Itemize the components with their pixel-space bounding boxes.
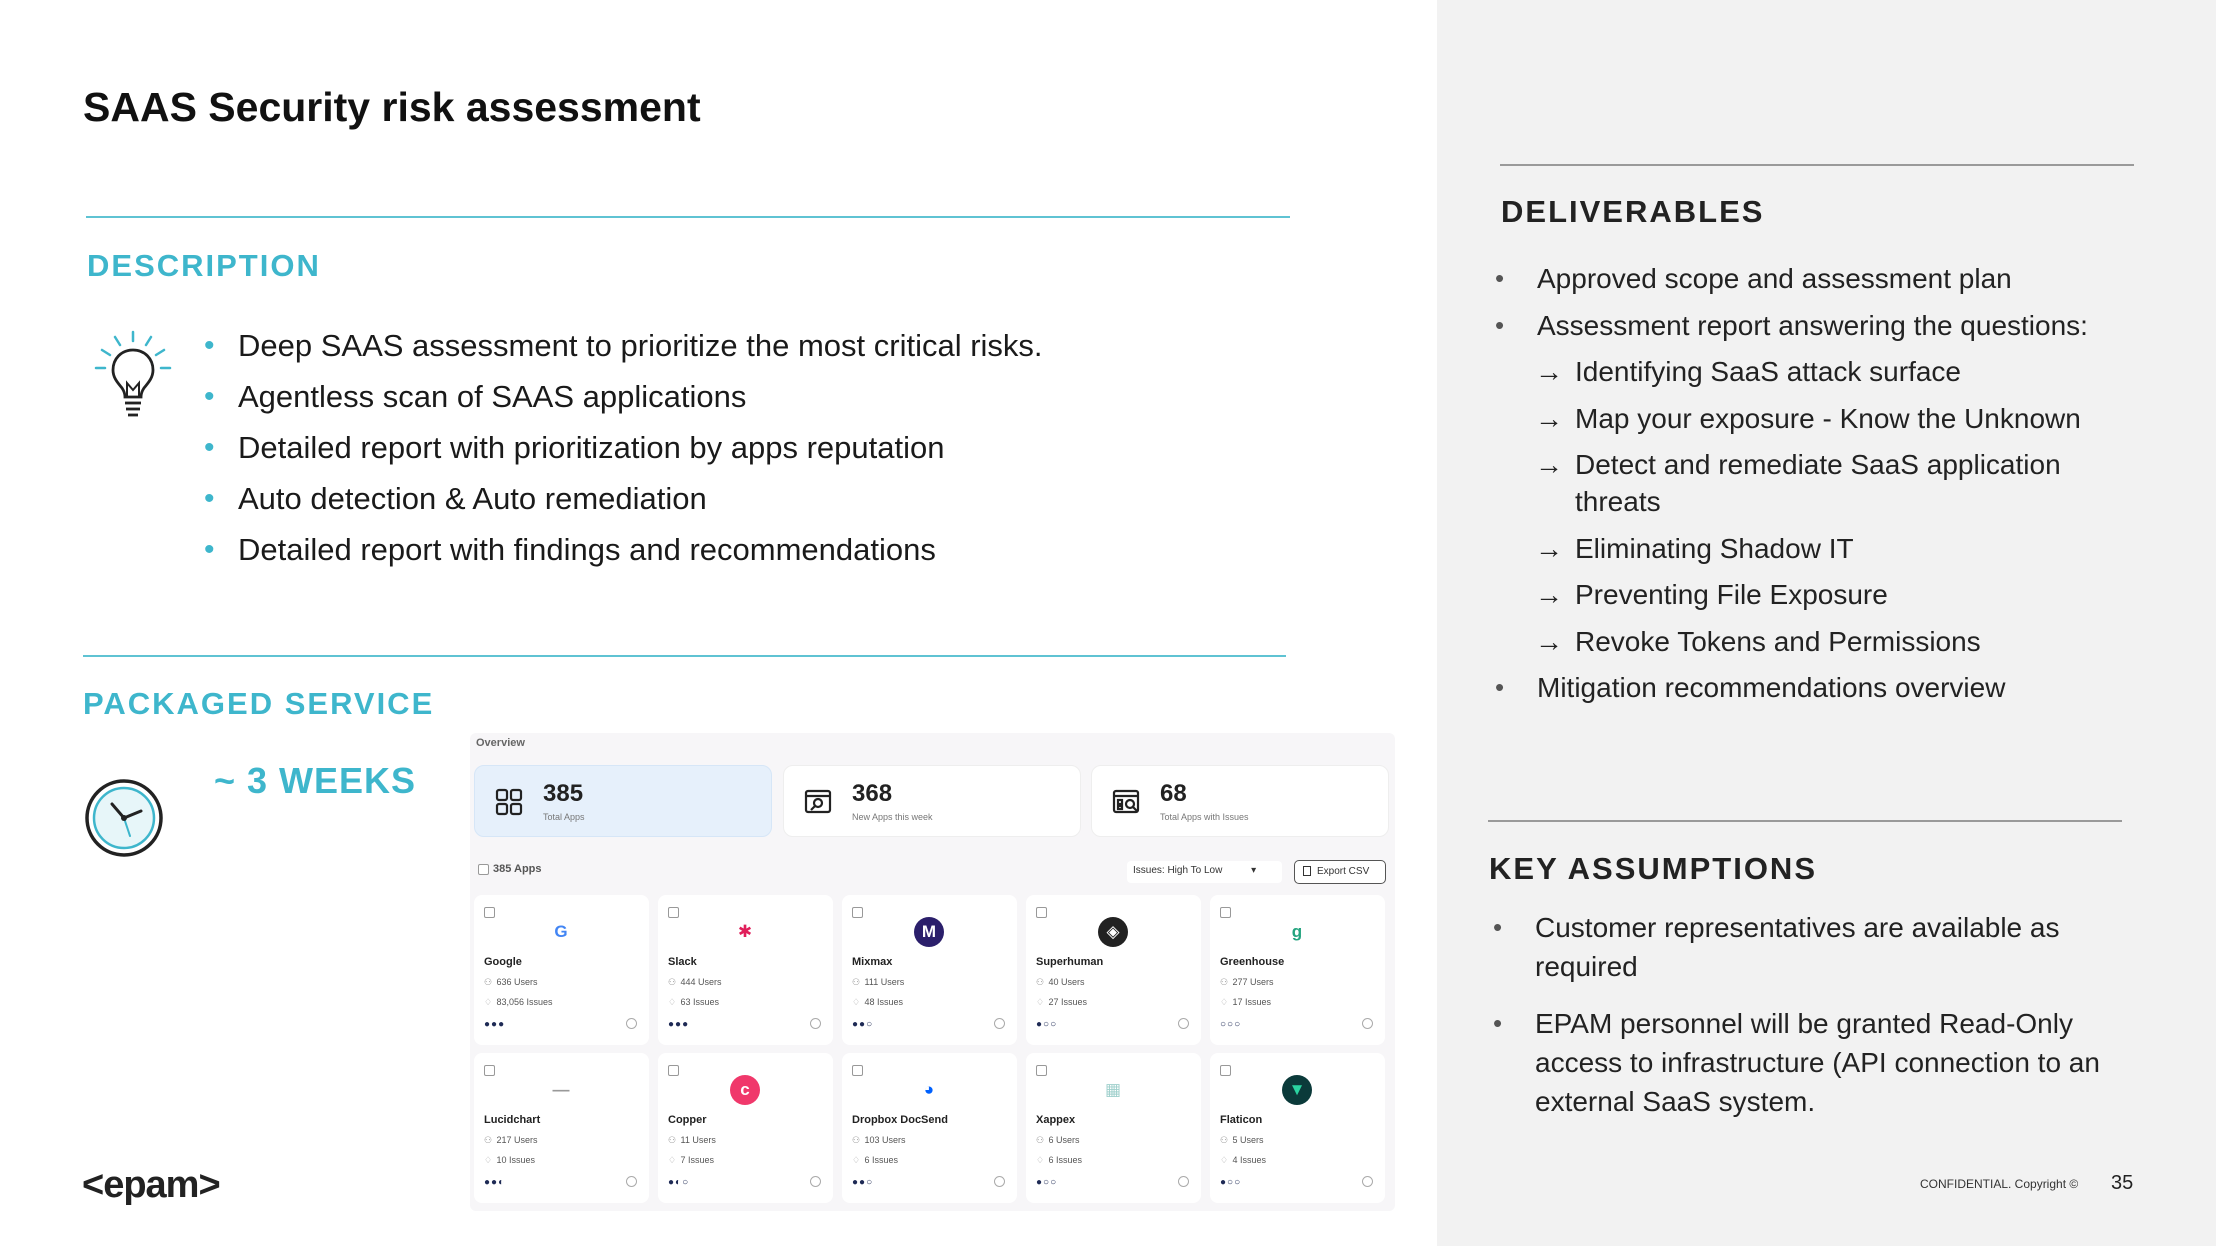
app-card[interactable] <box>474 895 649 1045</box>
app-name: Lucidchart <box>484 1114 541 1126</box>
app-name: Copper <box>668 1114 707 1126</box>
app-card[interactable] <box>1210 895 1385 1045</box>
bulb-icon: ♢ <box>668 1155 677 1165</box>
deliverables-heading: DELIVERABLES <box>1501 194 1765 229</box>
bulb-icon: ♢ <box>484 1155 493 1165</box>
app-card[interactable] <box>1026 1053 1201 1203</box>
app-logo-icon: c <box>730 1075 760 1105</box>
app-users: ⚇ 11 Users <box>668 1135 716 1145</box>
app-users: ⚇ 277 Users <box>1220 977 1274 987</box>
risk-indicator: ●◐○ <box>668 1177 690 1188</box>
app-card[interactable] <box>474 1053 649 1203</box>
list-item: • Customer representatives are available as required <box>1493 912 2060 982</box>
list-item: • Approved scope and assessment plan <box>1495 260 2135 297</box>
search-window-icon <box>804 788 832 816</box>
list-item: • Mitigation recommendations overview <box>1495 669 2135 706</box>
app-card[interactable] <box>658 895 833 1045</box>
app-users: ⚇ 5 Users <box>1220 1135 1264 1145</box>
app-checkbox[interactable] <box>1036 1065 1047 1076</box>
grid-icon <box>495 788 523 816</box>
app-issues: ♢ 63 Issues <box>668 997 720 1007</box>
risk-indicator: ●●◐ <box>484 1177 506 1188</box>
list-item: → Identifying SaaS attack surface <box>1495 353 2135 390</box>
list-item: • Detailed report with prioritization by apps reputation <box>204 430 945 465</box>
info-icon[interactable] <box>626 1018 637 1029</box>
info-icon[interactable] <box>994 1176 1005 1187</box>
assumptions-heading: KEY ASSUMPTIONS <box>1489 851 1817 886</box>
users-icon: ⚇ <box>668 1135 677 1145</box>
users-icon: ⚇ <box>1036 1135 1045 1145</box>
list-item: → Eliminating Shadow IT <box>1495 530 2135 567</box>
bulb-icon: ♢ <box>852 1155 861 1165</box>
app-issues: ♢ 4 Issues <box>1220 1155 1267 1165</box>
file-icon <box>1303 866 1311 876</box>
app-logo-icon: ▦ <box>1098 1075 1128 1105</box>
description-heading: DESCRIPTION <box>87 248 321 283</box>
packaged-divider <box>83 655 1286 657</box>
bullet-icon: • <box>1495 309 1505 340</box>
app-users: ⚇ 40 Users <box>1036 977 1085 987</box>
app-logo-icon: g <box>1282 917 1312 947</box>
risk-indicator: ●○○ <box>1220 1177 1242 1188</box>
sort-label: Issues: High To Low <box>1133 865 1223 876</box>
app-checkbox[interactable] <box>484 907 495 918</box>
description-list <box>204 320 1043 575</box>
risk-indicator: ●●● <box>484 1019 506 1030</box>
assumptions-divider <box>1488 820 2122 822</box>
assumptions-list <box>1493 908 2133 1121</box>
bulb-icon: ♢ <box>1036 997 1045 1007</box>
stat-label: New Apps this week <box>852 812 933 822</box>
qr-search-icon <box>1112 788 1140 816</box>
app-checkbox[interactable] <box>484 1065 495 1076</box>
list-item: → Preventing File Exposure <box>1495 576 2135 613</box>
bulb-icon: ♢ <box>484 997 493 1007</box>
page-number: 35 <box>2111 1172 2134 1194</box>
deliverables-divider <box>1500 164 2134 166</box>
app-card[interactable] <box>842 1053 1017 1203</box>
app-checkbox[interactable] <box>852 907 863 918</box>
app-checkbox[interactable] <box>668 1065 679 1076</box>
app-issues: ♢ 6 Issues <box>1036 1155 1083 1165</box>
app-issues: ♢ 83,056 Issues <box>484 997 553 1007</box>
app-issues: ♢ 10 Issues <box>484 1155 536 1165</box>
arrow-right-icon: → <box>1535 625 1563 657</box>
users-icon: ⚇ <box>1036 977 1045 987</box>
app-name: Greenhouse <box>1220 956 1285 968</box>
list-item: • Auto detection & Auto remediation <box>204 481 707 516</box>
info-icon[interactable] <box>810 1176 821 1187</box>
stat-value: 385 <box>543 780 584 807</box>
info-icon[interactable] <box>1362 1018 1373 1029</box>
app-users: ⚇ 217 Users <box>484 1135 538 1145</box>
app-name: Superhuman <box>1036 956 1104 968</box>
bulb-icon: ♢ <box>852 997 861 1007</box>
users-icon: ⚇ <box>852 1135 861 1145</box>
app-checkbox[interactable] <box>1220 907 1231 918</box>
users-icon: ⚇ <box>484 1135 493 1145</box>
app-issues: ♢ 27 Issues <box>1036 997 1088 1007</box>
lightbulb-icon <box>90 328 176 422</box>
packaged-heading: PACKAGED SERVICE <box>83 686 435 721</box>
app-name: Dropbox DocSend <box>852 1114 948 1126</box>
app-name: Google <box>484 956 522 968</box>
app-name: Xappex <box>1036 1114 1076 1126</box>
bulb-icon: ♢ <box>668 997 677 1007</box>
app-checkbox[interactable] <box>852 1065 863 1076</box>
export-csv-button[interactable]: Export CSV <box>1294 860 1386 884</box>
app-users: ⚇ 636 Users <box>484 977 538 987</box>
info-icon[interactable] <box>810 1018 821 1029</box>
info-icon[interactable] <box>1178 1176 1189 1187</box>
apps-count-label: 385 Apps <box>493 863 542 875</box>
app-issues: ♢ 17 Issues <box>1220 997 1272 1007</box>
app-issues: ♢ 48 Issues <box>852 997 904 1007</box>
list-item: → Revoke Tokens and Permissions <box>1495 623 2135 660</box>
stat-label: Total Apps with Issues <box>1160 812 1249 822</box>
app-checkbox[interactable] <box>668 907 679 918</box>
chevron-down-icon: ▾ <box>1251 865 1257 876</box>
list-item: • Detailed report with findings and recommendations <box>204 532 936 567</box>
list-item: → Detect and remediate SaaS application threats <box>1495 446 2135 520</box>
users-icon: ⚇ <box>484 977 493 987</box>
arrow-right-icon: → <box>1535 532 1563 564</box>
bulb-icon: ♢ <box>1220 1155 1229 1165</box>
list-item: • EPAM personnel will be granted Read-Only access to infrastructure (API connection to an external SaaS system. <box>1493 1008 2100 1117</box>
sort-dropdown[interactable] <box>1127 861 1282 883</box>
stat-value: 368 <box>852 780 893 807</box>
deliverables-list <box>1495 260 2135 716</box>
risk-indicator: ●●● <box>668 1019 690 1030</box>
bulb-icon: ♢ <box>1036 1155 1045 1165</box>
app-name: Mixmax <box>852 956 893 968</box>
bullet-icon: • <box>1495 263 1505 293</box>
epam-logo: <epam> <box>82 1164 220 1206</box>
info-icon[interactable] <box>626 1176 637 1187</box>
select-all-apps[interactable] <box>478 863 542 875</box>
arrow-right-icon: → <box>1535 579 1563 610</box>
app-logo-icon: — <box>546 1075 576 1105</box>
arrow-right-icon: → <box>1535 449 1563 480</box>
saas-dashboard <box>470 733 1395 1211</box>
info-icon[interactable] <box>1362 1176 1373 1187</box>
app-users: ⚇ 103 Users <box>852 1135 906 1145</box>
bullet-icon: • <box>1495 672 1505 702</box>
app-name: Flaticon <box>1220 1114 1263 1126</box>
list-item: → Map your exposure - Know the Unknown <box>1495 400 2135 437</box>
app-card[interactable] <box>658 1053 833 1203</box>
risk-indicator: ○○○ <box>1220 1019 1242 1030</box>
users-icon: ⚇ <box>852 977 861 987</box>
app-card[interactable] <box>1026 895 1201 1045</box>
users-icon: ⚇ <box>1220 1135 1229 1145</box>
stat-value: 68 <box>1160 780 1187 807</box>
app-checkbox[interactable] <box>1036 907 1047 918</box>
app-users: ⚇ 111 Users <box>852 977 905 987</box>
description-divider <box>86 216 1290 218</box>
app-card[interactable] <box>842 895 1017 1045</box>
stat-apps-with-issues[interactable] <box>1091 765 1389 837</box>
bulb-icon: ♢ <box>1220 997 1229 1007</box>
app-logo-icon: G <box>546 917 576 947</box>
list-item: • Deep SAAS assessment to prioritize the most critical risks. <box>204 328 1043 363</box>
confidential-notice: CONFIDENTIAL. Copyright © <box>1920 1177 2079 1191</box>
app-card[interactable] <box>1210 1053 1385 1203</box>
stat-new-apps[interactable] <box>783 765 1081 837</box>
app-logo-icon: ▼ <box>1282 1075 1312 1105</box>
risk-indicator: ●●○ <box>852 1019 874 1030</box>
arrow-right-icon: → <box>1535 402 1563 434</box>
select-all-checkbox[interactable] <box>478 864 489 875</box>
overview-label: Overview <box>476 737 525 749</box>
app-issues: ♢ 6 Issues <box>852 1155 899 1165</box>
app-users: ⚇ 444 Users <box>668 977 722 987</box>
clock-icon <box>84 778 164 858</box>
app-logo-icon: ✱ <box>730 917 760 947</box>
app-issues: ♢ 7 Issues <box>668 1155 715 1165</box>
users-icon: ⚇ <box>1220 977 1229 987</box>
list-item: • Assessment report answering the questions: <box>1495 307 2135 344</box>
app-logo-icon: M <box>914 917 944 947</box>
app-logo-icon: ◕ <box>914 1075 944 1105</box>
page-title: SAAS Security risk assessment <box>83 84 701 130</box>
app-checkbox[interactable] <box>1220 1065 1231 1076</box>
app-logo-icon: ◈ <box>1098 917 1128 947</box>
stat-label: Total Apps <box>543 812 585 822</box>
info-icon[interactable] <box>1178 1018 1189 1029</box>
app-name: Slack <box>668 956 697 968</box>
risk-indicator: ●●○ <box>852 1177 874 1188</box>
info-icon[interactable] <box>994 1018 1005 1029</box>
duration-label: ~ 3 WEEKS <box>214 760 417 801</box>
stat-total-apps[interactable] <box>474 765 772 837</box>
risk-indicator: ●○○ <box>1036 1019 1058 1030</box>
users-icon: ⚇ <box>668 977 677 987</box>
app-users: ⚇ 6 Users <box>1036 1135 1080 1145</box>
risk-indicator: ●○○ <box>1036 1177 1058 1188</box>
arrow-right-icon: → <box>1535 356 1563 387</box>
list-item: • Agentless scan of SAAS applications <box>204 379 747 414</box>
